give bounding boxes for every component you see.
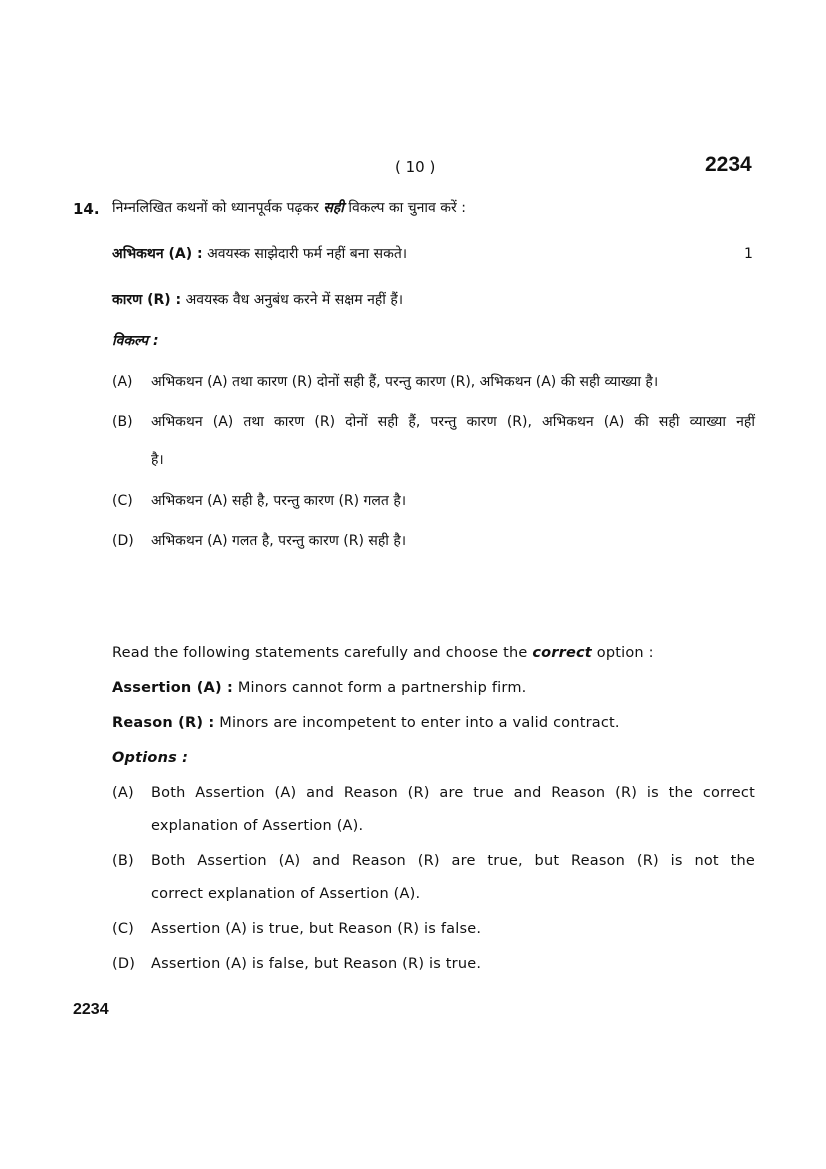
english-instruction-tail: option : xyxy=(596,645,654,661)
hindi-assertion-text: अवयस्क साझेदारी फर्म नहीं बना सकते। xyxy=(207,246,408,262)
option-text-line1: Both Assertion (A) and Reason (R) are true, but Reason (R) is not the xyxy=(151,853,755,869)
hindi-option-c xyxy=(0,491,826,511)
option-label: (D) xyxy=(112,956,136,972)
option-text-line2: correct explanation of Assertion (A). xyxy=(151,886,421,902)
english-assertion-label: Assertion (A) : xyxy=(112,680,234,696)
option-text: Assertion (A) is false, but Reason (R) is true. xyxy=(151,956,482,972)
option-label: (C) xyxy=(112,493,133,509)
option-text: अभिकथन (A) सही है, परन्तु कारण (R) गलत है। xyxy=(151,493,407,509)
paper-code-footer: 2234 xyxy=(73,1001,109,1018)
english-option-b xyxy=(0,851,826,906)
english-reason-text: Minors are incompetent to enter into a valid contract. xyxy=(219,715,620,731)
option-text: अभिकथन (A) गलत है, परन्तु कारण (R) सही है। xyxy=(151,533,407,549)
english-reason xyxy=(112,713,620,733)
option-text: अभिकथन (A) तथा कारण (R) दोनों सही हैं, परन्तु कारण (R), अभिकथन (A) की सही व्याख्या है। xyxy=(151,374,659,390)
option-text-line1: अभिकथन (A) तथा कारण (R) दोनों सही हैं, परन्तु कारण (R), अभिकथन (A) की सही व्याख्या नहीं xyxy=(151,414,755,430)
english-option-a xyxy=(0,783,826,838)
english-options-heading: Options : xyxy=(112,750,189,766)
option-label: (B) xyxy=(112,853,134,869)
option-text-line1: Both Assertion (A) and Reason (R) are true and Reason (R) is the correct xyxy=(151,785,755,801)
hindi-assertion xyxy=(112,244,407,264)
option-text-line2: है। xyxy=(151,452,164,468)
english-instruction xyxy=(112,643,654,663)
hindi-option-b xyxy=(0,412,826,472)
english-option-c xyxy=(0,919,826,939)
hindi-options-heading: विकल्प : xyxy=(112,333,159,349)
hindi-reason xyxy=(112,290,403,310)
english-assertion xyxy=(112,678,526,698)
option-text-line2: explanation of Assertion (A). xyxy=(151,818,364,834)
question-number: 14. xyxy=(73,200,100,218)
hindi-option-a xyxy=(0,372,826,392)
hindi-instruction-tail: विकल्प का चुनाव करें : xyxy=(348,200,466,216)
hindi-instruction xyxy=(112,198,466,218)
hindi-assertion-label: अभिकथन (A) : xyxy=(112,246,203,262)
english-instruction-text: Read the following statements carefully and choose the xyxy=(112,645,528,661)
hindi-option-d xyxy=(0,531,826,551)
hindi-instruction-text: निम्नलिखित कथनों को ध्यानपूर्वक पढ़कर xyxy=(112,200,319,216)
english-instruction-emphasis: correct xyxy=(532,645,592,661)
english-assertion-text: Minors cannot form a partnership firm. xyxy=(237,680,527,696)
hindi-reason-text: अवयस्क वैध अनुबंध करने में सक्षम नहीं हैं। xyxy=(185,292,404,308)
option-label: (C) xyxy=(112,921,135,937)
option-label: (D) xyxy=(112,533,134,549)
hindi-instruction-emphasis: सही xyxy=(323,200,344,216)
english-reason-label: Reason (R) : xyxy=(112,715,215,731)
option-text: Assertion (A) is true, but Reason (R) is false. xyxy=(151,921,482,937)
option-label: (A) xyxy=(112,785,134,801)
marks: 1 xyxy=(744,246,753,262)
paper-code-header: 2234 xyxy=(705,153,752,176)
english-option-d xyxy=(0,954,826,974)
page-number: ( 10 ) xyxy=(395,158,436,176)
option-label: (A) xyxy=(112,374,133,390)
hindi-reason-label: कारण (R) : xyxy=(112,292,182,308)
option-label: (B) xyxy=(112,414,133,430)
